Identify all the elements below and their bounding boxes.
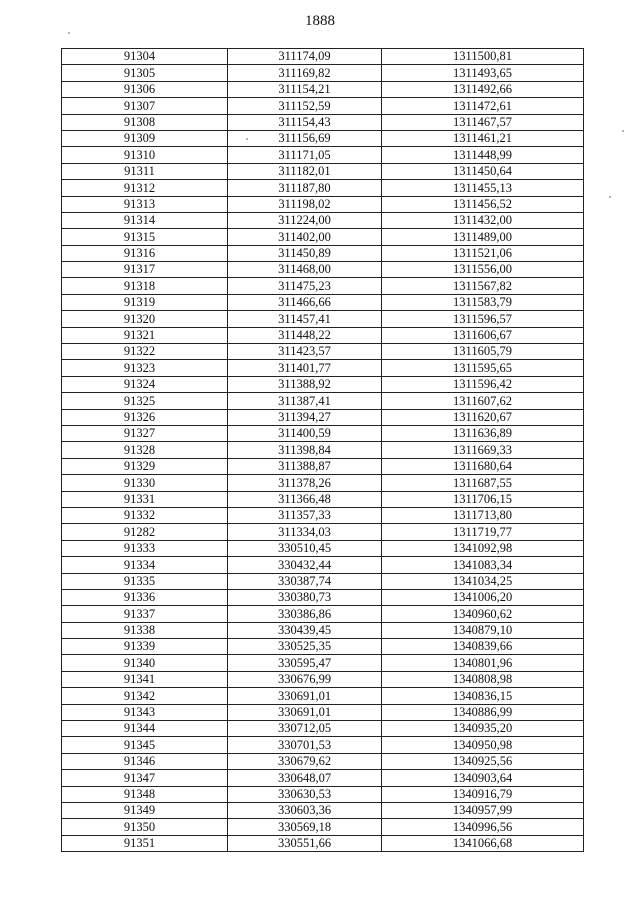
table-row: [62, 622, 584, 638]
point-number-cell: 91326: [62, 409, 228, 425]
point-number-cell: 91314: [62, 212, 228, 228]
table-row: [62, 147, 584, 163]
point-number-cell: 91348: [62, 786, 228, 802]
x-coordinate-cell: 330595,47: [228, 655, 382, 671]
point-number-cell: 91329: [62, 458, 228, 474]
table-row: [62, 425, 584, 441]
y-coordinate-cell: 1311567,82: [382, 278, 584, 294]
x-coordinate-cell: 330648,07: [228, 770, 382, 786]
x-coordinate-cell: 330691,01: [228, 704, 382, 720]
point-number-cell: 91317: [62, 262, 228, 278]
x-coordinate-cell: 330439,45: [228, 622, 382, 638]
y-coordinate-cell: 1311467,57: [382, 114, 584, 130]
y-coordinate-cell: 1311500,81: [382, 49, 584, 65]
point-number-cell: 91310: [62, 147, 228, 163]
point-number-cell: 91340: [62, 655, 228, 671]
x-coordinate-cell: 330691,01: [228, 688, 382, 704]
table-row: [62, 311, 584, 327]
table-row: [62, 606, 584, 622]
y-coordinate-cell: 1340925,56: [382, 753, 584, 769]
point-number-cell: 91334: [62, 557, 228, 573]
y-coordinate-cell: 1341092,98: [382, 540, 584, 556]
x-coordinate-cell: 311448,22: [228, 327, 382, 343]
y-coordinate-cell: 1311596,42: [382, 376, 584, 392]
point-number-cell: 91345: [62, 737, 228, 753]
point-number-cell: 91349: [62, 802, 228, 818]
table-row: [62, 49, 584, 65]
table-row: [62, 212, 584, 228]
x-coordinate-cell: 311387,41: [228, 393, 382, 409]
point-number-cell: 91328: [62, 442, 228, 458]
y-coordinate-cell: 1340960,62: [382, 606, 584, 622]
point-number-cell: 91306: [62, 81, 228, 97]
point-number-cell: 91347: [62, 770, 228, 786]
point-number-cell: 91338: [62, 622, 228, 638]
table-row: [62, 721, 584, 737]
table-row: [62, 704, 584, 720]
table-row: [62, 802, 584, 818]
point-number-cell: 91316: [62, 245, 228, 261]
table-row: [62, 475, 584, 491]
x-coordinate-cell: 311457,41: [228, 311, 382, 327]
y-coordinate-cell: 1340801,96: [382, 655, 584, 671]
table-row: [62, 114, 584, 130]
point-number-cell: 91308: [62, 114, 228, 130]
y-coordinate-cell: 1340916,79: [382, 786, 584, 802]
point-number-cell: 91322: [62, 344, 228, 360]
y-coordinate-cell: 1340879,10: [382, 622, 584, 638]
y-coordinate-cell: 1311455,13: [382, 180, 584, 196]
x-coordinate-cell: 311388,92: [228, 376, 382, 392]
x-coordinate-cell: 330676,99: [228, 671, 382, 687]
scan-speck: [622, 130, 624, 132]
table-row: [62, 753, 584, 769]
x-coordinate-cell: 311423,57: [228, 344, 382, 360]
table-row: [62, 65, 584, 81]
point-number-cell: 91332: [62, 507, 228, 523]
x-coordinate-cell: 311182,01: [228, 163, 382, 179]
y-coordinate-cell: 1311596,57: [382, 311, 584, 327]
table-row: [62, 524, 584, 540]
table-row: [62, 409, 584, 425]
x-coordinate-cell: 311400,59: [228, 425, 382, 441]
point-number-cell: 91318: [62, 278, 228, 294]
table-row: [62, 835, 584, 851]
point-number-cell: 91313: [62, 196, 228, 212]
table-row: [62, 376, 584, 392]
table-row: [62, 573, 584, 589]
x-coordinate-cell: 311357,33: [228, 507, 382, 523]
point-number-cell: 91331: [62, 491, 228, 507]
table-row: [62, 491, 584, 507]
y-coordinate-cell: 1340996,56: [382, 819, 584, 835]
point-number-cell: 91342: [62, 688, 228, 704]
table-row: [62, 671, 584, 687]
x-coordinate-cell: 311171,05: [228, 147, 382, 163]
x-coordinate-cell: 311394,27: [228, 409, 382, 425]
table-row: [62, 786, 584, 802]
y-coordinate-cell: 1311706,15: [382, 491, 584, 507]
y-coordinate-cell: 1341083,34: [382, 557, 584, 573]
x-coordinate-cell: 330569,18: [228, 819, 382, 835]
point-number-cell: 91304: [62, 49, 228, 65]
table-row: [62, 458, 584, 474]
point-number-cell: 91336: [62, 589, 228, 605]
point-number-cell: 91337: [62, 606, 228, 622]
table-row: [62, 770, 584, 786]
y-coordinate-cell: 1340903,64: [382, 770, 584, 786]
x-coordinate-cell: 311224,00: [228, 212, 382, 228]
scan-speck: [609, 196, 611, 198]
point-number-cell: 91351: [62, 835, 228, 851]
table-row: [62, 245, 584, 261]
table-row: [62, 294, 584, 310]
point-number-cell: 91321: [62, 327, 228, 343]
y-coordinate-cell: 1341034,25: [382, 573, 584, 589]
table-row: [62, 278, 584, 294]
point-number-cell: 91341: [62, 671, 228, 687]
y-coordinate-cell: 1311687,55: [382, 475, 584, 491]
y-coordinate-cell: 1340950,98: [382, 737, 584, 753]
table-row: [62, 262, 584, 278]
table-row: [62, 163, 584, 179]
x-coordinate-cell: 311334,03: [228, 524, 382, 540]
y-coordinate-cell: 1340836,15: [382, 688, 584, 704]
y-coordinate-cell: 1311492,66: [382, 81, 584, 97]
x-coordinate-cell: 311154,21: [228, 81, 382, 97]
table-row: [62, 130, 584, 146]
point-number-cell: 91335: [62, 573, 228, 589]
y-coordinate-cell: 1311432,00: [382, 212, 584, 228]
y-coordinate-cell: 1311669,33: [382, 442, 584, 458]
y-coordinate-cell: 1341006,20: [382, 589, 584, 605]
table-row: [62, 442, 584, 458]
table-row: [62, 81, 584, 97]
y-coordinate-cell: 1311461,21: [382, 130, 584, 146]
x-coordinate-cell: 330525,35: [228, 639, 382, 655]
table-row: [62, 196, 584, 212]
point-number-cell: 91350: [62, 819, 228, 835]
point-number-cell: 91282: [62, 524, 228, 540]
table-row: [62, 737, 584, 753]
point-number-cell: 91315: [62, 229, 228, 245]
coordinates-table: [61, 48, 584, 852]
point-number-cell: 91330: [62, 475, 228, 491]
point-number-cell: 91324: [62, 376, 228, 392]
y-coordinate-cell: 1311636,89: [382, 425, 584, 441]
y-coordinate-cell: 1311595,65: [382, 360, 584, 376]
point-number-cell: 91309: [62, 130, 228, 146]
point-number-cell: 91339: [62, 639, 228, 655]
y-coordinate-cell: 1311680,64: [382, 458, 584, 474]
y-coordinate-cell: 1311450,64: [382, 163, 584, 179]
table-row: [62, 655, 584, 671]
table-row: [62, 360, 584, 376]
table-row: [62, 180, 584, 196]
x-coordinate-cell: 330679,62: [228, 753, 382, 769]
x-coordinate-cell: 330701,53: [228, 737, 382, 753]
y-coordinate-cell: 1311489,00: [382, 229, 584, 245]
table-row: [62, 393, 584, 409]
x-coordinate-cell: 311154,43: [228, 114, 382, 130]
point-number-cell: 91307: [62, 98, 228, 114]
x-coordinate-cell: 330432,44: [228, 557, 382, 573]
point-number-cell: 91319: [62, 294, 228, 310]
y-coordinate-cell: 1341066,68: [382, 835, 584, 851]
y-coordinate-cell: 1311456,52: [382, 196, 584, 212]
y-coordinate-cell: 1311448,99: [382, 147, 584, 163]
point-number-cell: 91311: [62, 163, 228, 179]
y-coordinate-cell: 1311607,62: [382, 393, 584, 409]
y-coordinate-cell: 1311606,67: [382, 327, 584, 343]
x-coordinate-cell: 311450,89: [228, 245, 382, 261]
x-coordinate-cell: 311378,26: [228, 475, 382, 491]
table-row: [62, 229, 584, 245]
y-coordinate-cell: 1340808,98: [382, 671, 584, 687]
x-coordinate-cell: 311401,77: [228, 360, 382, 376]
x-coordinate-cell: 311468,00: [228, 262, 382, 278]
page-number: 1888: [305, 13, 335, 29]
y-coordinate-cell: 1311620,67: [382, 409, 584, 425]
point-number-cell: 91312: [62, 180, 228, 196]
x-coordinate-cell: 330387,74: [228, 573, 382, 589]
x-coordinate-cell: 311475,23: [228, 278, 382, 294]
table-row: [62, 688, 584, 704]
table-row: [62, 819, 584, 835]
x-coordinate-cell: 311187,80: [228, 180, 382, 196]
y-coordinate-cell: 1311493,65: [382, 65, 584, 81]
y-coordinate-cell: 1311521,06: [382, 245, 584, 261]
x-coordinate-cell: 330603,36: [228, 802, 382, 818]
table-row: [62, 327, 584, 343]
y-coordinate-cell: 1340839,66: [382, 639, 584, 655]
x-coordinate-cell: 330712,05: [228, 721, 382, 737]
x-coordinate-cell: 311402,00: [228, 229, 382, 245]
y-coordinate-cell: 1311605,79: [382, 344, 584, 360]
table-row: [62, 589, 584, 605]
point-number-cell: 91305: [62, 65, 228, 81]
table-row: [62, 507, 584, 523]
y-coordinate-cell: 1311583,79: [382, 294, 584, 310]
x-coordinate-cell: 330630,53: [228, 786, 382, 802]
x-coordinate-cell: 311174,09: [228, 49, 382, 65]
point-number-cell: 91346: [62, 753, 228, 769]
x-coordinate-cell: 311198,02: [228, 196, 382, 212]
y-coordinate-cell: 1340935,20: [382, 721, 584, 737]
y-coordinate-cell: 1311556,00: [382, 262, 584, 278]
point-number-cell: 91343: [62, 704, 228, 720]
x-coordinate-cell: 311466,66: [228, 294, 382, 310]
x-coordinate-cell: 311152,59: [228, 98, 382, 114]
scan-speck: [246, 138, 248, 140]
x-coordinate-cell: 311398,84: [228, 442, 382, 458]
x-coordinate-cell: 311156,69: [228, 130, 382, 146]
coordinates-table-body: [62, 49, 584, 852]
table-row: [62, 639, 584, 655]
y-coordinate-cell: 1311472,61: [382, 98, 584, 114]
x-coordinate-cell: 330380,73: [228, 589, 382, 605]
table-row: [62, 98, 584, 114]
x-coordinate-cell: 330510,45: [228, 540, 382, 556]
y-coordinate-cell: 1311719,77: [382, 524, 584, 540]
table-row: [62, 557, 584, 573]
x-coordinate-cell: 330551,66: [228, 835, 382, 851]
point-number-cell: 91320: [62, 311, 228, 327]
scan-speck: [68, 32, 70, 34]
point-number-cell: 91325: [62, 393, 228, 409]
x-coordinate-cell: 311169,82: [228, 65, 382, 81]
x-coordinate-cell: 311388,87: [228, 458, 382, 474]
y-coordinate-cell: 1340886,99: [382, 704, 584, 720]
table-row: [62, 344, 584, 360]
x-coordinate-cell: 330386,86: [228, 606, 382, 622]
point-number-cell: 91327: [62, 425, 228, 441]
y-coordinate-cell: 1340957,99: [382, 802, 584, 818]
x-coordinate-cell: 311366,48: [228, 491, 382, 507]
point-number-cell: 91323: [62, 360, 228, 376]
point-number-cell: 91333: [62, 540, 228, 556]
y-coordinate-cell: 1311713,80: [382, 507, 584, 523]
table-row: [62, 540, 584, 556]
point-number-cell: 91344: [62, 721, 228, 737]
